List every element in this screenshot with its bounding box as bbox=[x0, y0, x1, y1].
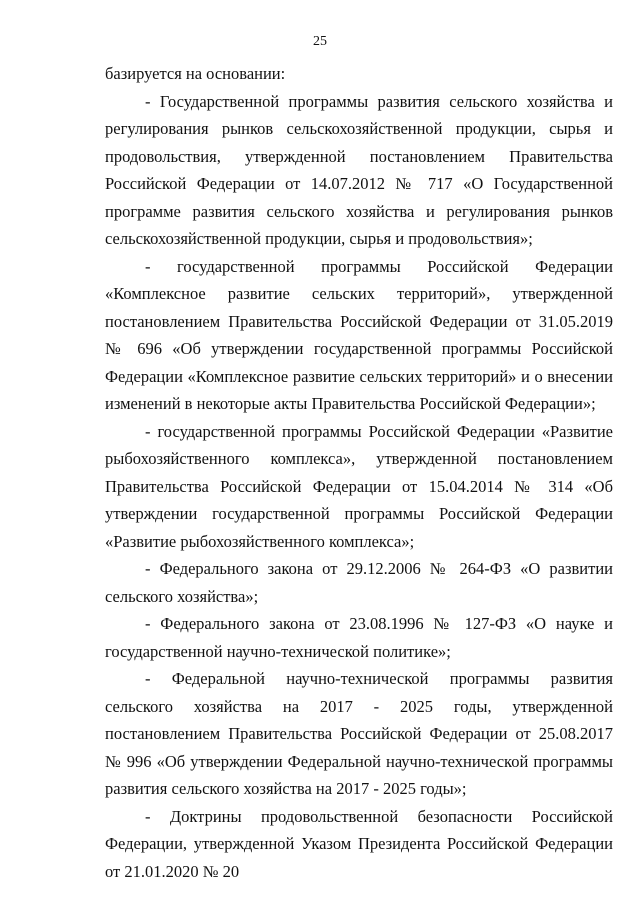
paragraph-federal-law-264: - Федерального закона от 29.12.2006 № 264-ФЗ «О развитии сельского хозяйства»; bbox=[105, 559, 613, 606]
paragraph-federal-law-127: - Федерального закона от 23.08.1996 № 127-ФЗ «О науке и государственной научно-технической политике»; bbox=[105, 614, 613, 661]
paragraph-food-security-doctrine: - Доктрины продовольственной безопасности Российской Федерации, утвержденной Указом Президента Российской Федерации от 21.01.2020 № 20 bbox=[105, 806, 613, 881]
paragraph-state-program-fishery: - государственной программы Российской Федерации «Развитие рыбохозяйственного комплекса», утвержденной постановлением Правительства Российской Федерации от 15.04.2014 № 314 «Об утверждении государственной программы Российской Федерации «Развитие рыбохозяйственного комплекса»; bbox=[105, 421, 613, 551]
paragraph-state-program-rural-territories: - государственной программы Российской Федерации «Комплексное развитие сельских территорий», утвержденной постановлением Правительства Российской Федерации от 31.05.2019 № 696 «Об утверждении государственной программы Российской Федерации «Комплексное развитие сельских территорий» и о внесении изменений в некоторые акты Правительства Российской Федерации»; bbox=[105, 256, 613, 413]
paragraph-federal-scientific-program: - Федеральной научно-технической программы развития сельского хозяйства на 2017 - 2025 годы, утвержденной постановлением Правительства Российской Федерации от 25.08.2017 № 996 «Об утверждении Федеральной научно-технической программы развития сельского хозяйства на 2017 - 2025 годы»; bbox=[105, 669, 613, 798]
paragraph-intro: базируется на основании: bbox=[105, 64, 286, 83]
document-body bbox=[105, 60, 613, 885]
page-number: 25 bbox=[313, 34, 327, 49]
paragraph-state-program-agriculture: - Государственной программы развития сельского хозяйства и регулирования рынков сельскохозяйственной продукции, сырья и продовольствия, утвержденной постановлением Правительства Российской Федерации от 14.07.2012 № 717 «О Государственной программе развития сельского хозяйства и регулирования рынков сельскохозяйственной продукции, сырья и продовольствия»; bbox=[105, 91, 613, 248]
